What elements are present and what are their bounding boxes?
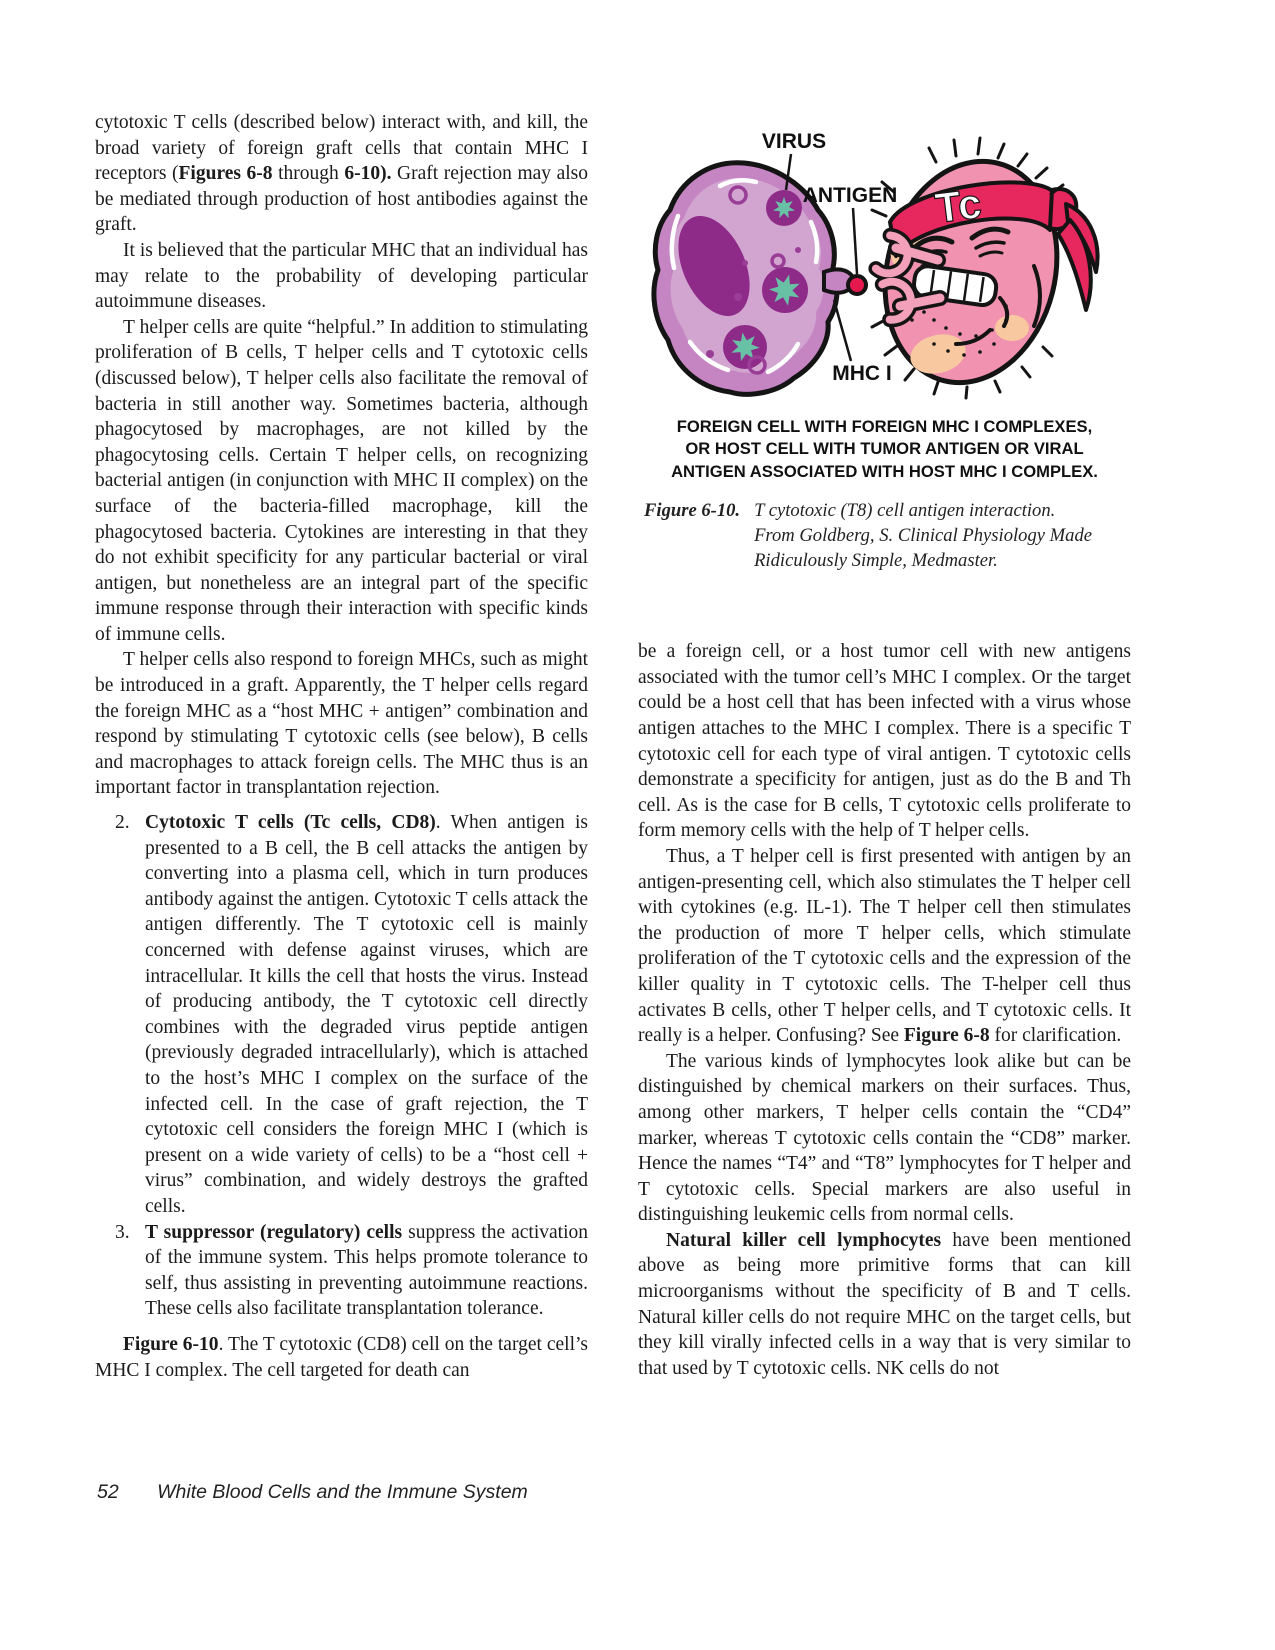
antigen-leader-line: [853, 208, 857, 274]
figure-6-10: [638, 130, 1131, 573]
banner-line: FOREIGN CELL WITH FOREIGN MHC I COMPLEXES,: [676, 417, 1093, 436]
paragraph: Thus, a T helper cell is first presented with antigen by an antigen-presenting cell, which also stimulates the T helper cell with cytokines (e.g. IL-1). The T helper cell then stimulates the production of more T helper cells, which stimulate proliferation of the T cytotoxic cells and the expression of the killer quality in T cytotoxic cells. The T-helper cell thus activates B cells, other T helper cells, and T cytotoxic cells. It really is a helper. Confusing? See Figure 6-8 for clarification.: [638, 845, 1131, 1047]
numbered-list: [95, 810, 588, 1322]
mhc1-label: MHC I: [832, 362, 892, 385]
figure-caption: [638, 498, 1131, 573]
right-column-text: [638, 639, 1131, 1381]
list-item-text: Cytotoxic T cells (Tc cells, CD8). When antigen is presented to a B cell, the B cell attacks the antigen by converting into a plasma cell, which in turn produces antibody against the antigen. Cytotoxic T cells attack the antigen differently. The T cytotoxic cell is mainly concerned with defense against viruses, which are intracellular. It kills the cell that hosts the virus. Instead of producing antibody, the T cytotoxic cell directly combines with the degraded virus peptide antigen (previously degraded intracellularly), which is attached to the host’s MHC I complex on the surface of the infected cell. In the case of graft rejection, the T cytotoxic cell considers the foreign MHC I (which is present on a wide variety of cells) to be a “host cell + virus” combination, and widely destroys the grafted cells.: [145, 812, 588, 1217]
paragraph: Natural killer cell lymphocytes have been mentioned above as being more primitive forms that can kill microorganisms without the specificity of B and T cells. Natural killer cells do not require MHC on the target cells, but they kill virally infected cells in a way that is very similar to that used by T cytotoxic cells. NK cells do not: [638, 1229, 1131, 1379]
left-column: [95, 110, 588, 1383]
figure-caption-label: Figure 6-10.: [644, 500, 741, 522]
paragraph: be a foreign cell, or a host tumor cell with new antigens associated with the tumor cell’s MHC I complex. Or the target could be a host cell that has been infected with a virus whose antigen attaches to the MHC I complex. There is a specific T cytotoxic cell for each type of viral antigen. T cytotoxic cells demonstrate a specificity for antigen, just as do the B and Th cell. As is the case for B cells, T cytotoxic cells proliferate to form memory cells with the help of T helper cells.: [638, 641, 1131, 842]
antigen-label: ANTIGEN: [802, 184, 898, 207]
list-item: [95, 1220, 588, 1322]
list-item-number: 2.: [115, 812, 130, 834]
flesh-patch: [995, 315, 1029, 341]
paragraph: T helper cells are quite “helpful.” In addition to stimulating proliferation of B cells, T helper cells and T cytotoxic cells (discussed below), T helper cells also facilitate the removal of bacteria in still another way. Sometimes bacteria, although phagocytosed by macrophages, are not killed by the phagocytosing cells. Certain T helper cells, on recognizing bacterial antigen (in conjunction with MHC II complex) on the surface of the bacteria-filled macrophage, kill the phagocytosed bacteria. Cytokines are interesting in that they do not exhibit specificity for any particular bacterial or viral antigen, but nonetheless are an integral part of the specific immune response through their interaction with specific kinds of immune cells.: [95, 316, 588, 645]
banner-line: OR HOST CELL WITH TUMOR ANTIGEN OR VIRAL: [685, 439, 1084, 459]
footer-title: White Blood Cells and the Immune System: [157, 1481, 528, 1503]
granule-dot: [742, 260, 748, 266]
antigen-ball: [848, 276, 866, 294]
figure-legend-start: Figure 6-10. The T cytotoxic (CD8) cell on the target cell’s MHC I complex. The cell targeted for death can: [95, 1333, 588, 1381]
tc-label: Tc: [932, 179, 984, 232]
granule-dot: [734, 293, 742, 301]
granule-dot: [795, 247, 801, 253]
page-footer: [97, 1481, 528, 1504]
paragraph: T helper cells also respond to foreign MHCs, such as might be introduced in a graft. Apparently, the T helper cells regard the foreign MHC as a “host MHC + antigen” combination and respond by stimulating T cytotoxic cells (see below), B cells and macrophages to attack foreign cells. The MHC thus is an important factor in transplantation rejection.: [95, 649, 588, 799]
list-item-number: 3.: [115, 1221, 130, 1243]
banner-line: ANTIGEN ASSOCIATED WITH HOST MHC I COMPLEX.: [671, 461, 1098, 481]
paragraph: cytotoxic T cells (described below) interact with, and kill, the broad variety of foreign graft cells that contain MHC I receptors (Figures 6-8 through 6-10). Graft rejection may also be mediated through production of host antibodies against the graft.: [95, 112, 589, 236]
mhc1-leader-line: [834, 300, 851, 361]
list-item: [95, 810, 588, 1220]
paragraph: It is believed that the particular MHC that an individual has may relate to the probability of developing particular autoimmune diseases.: [95, 239, 588, 313]
paragraph: The various kinds of lymphocytes look alike but can be distinguished by chemical markers on their surfaces. Thus, among other markers, T helper cells contain the “CD4” marker, whereas T cytotoxic cells contain the “CD8” marker. Hence the names “T4” and “T8” lymphocytes for T helper and T cytotoxic cells. Special markers are also useful in distinguishing leukemic cells from normal cells.: [638, 1050, 1131, 1226]
right-column: [638, 100, 1131, 1381]
list-item-text: T suppressor (regulatory) cells suppress the activation of the immune system. This helps promote tolerance to self, thus assisting in preventing autoimmune reactions. These cells also facilitate transplantation tolerance.: [145, 1221, 588, 1320]
figure-caption-text: T cytotoxic (T8) cell antigen interaction. From Goldberg, S. Clinical Physiology Made Ridiculously Simple, Medmaster.: [754, 500, 1092, 572]
page-number: 52: [97, 1481, 119, 1503]
figure-illustration: [638, 130, 1108, 400]
virus-label: VIRUS: [761, 130, 827, 153]
figure-banner: [638, 416, 1131, 483]
